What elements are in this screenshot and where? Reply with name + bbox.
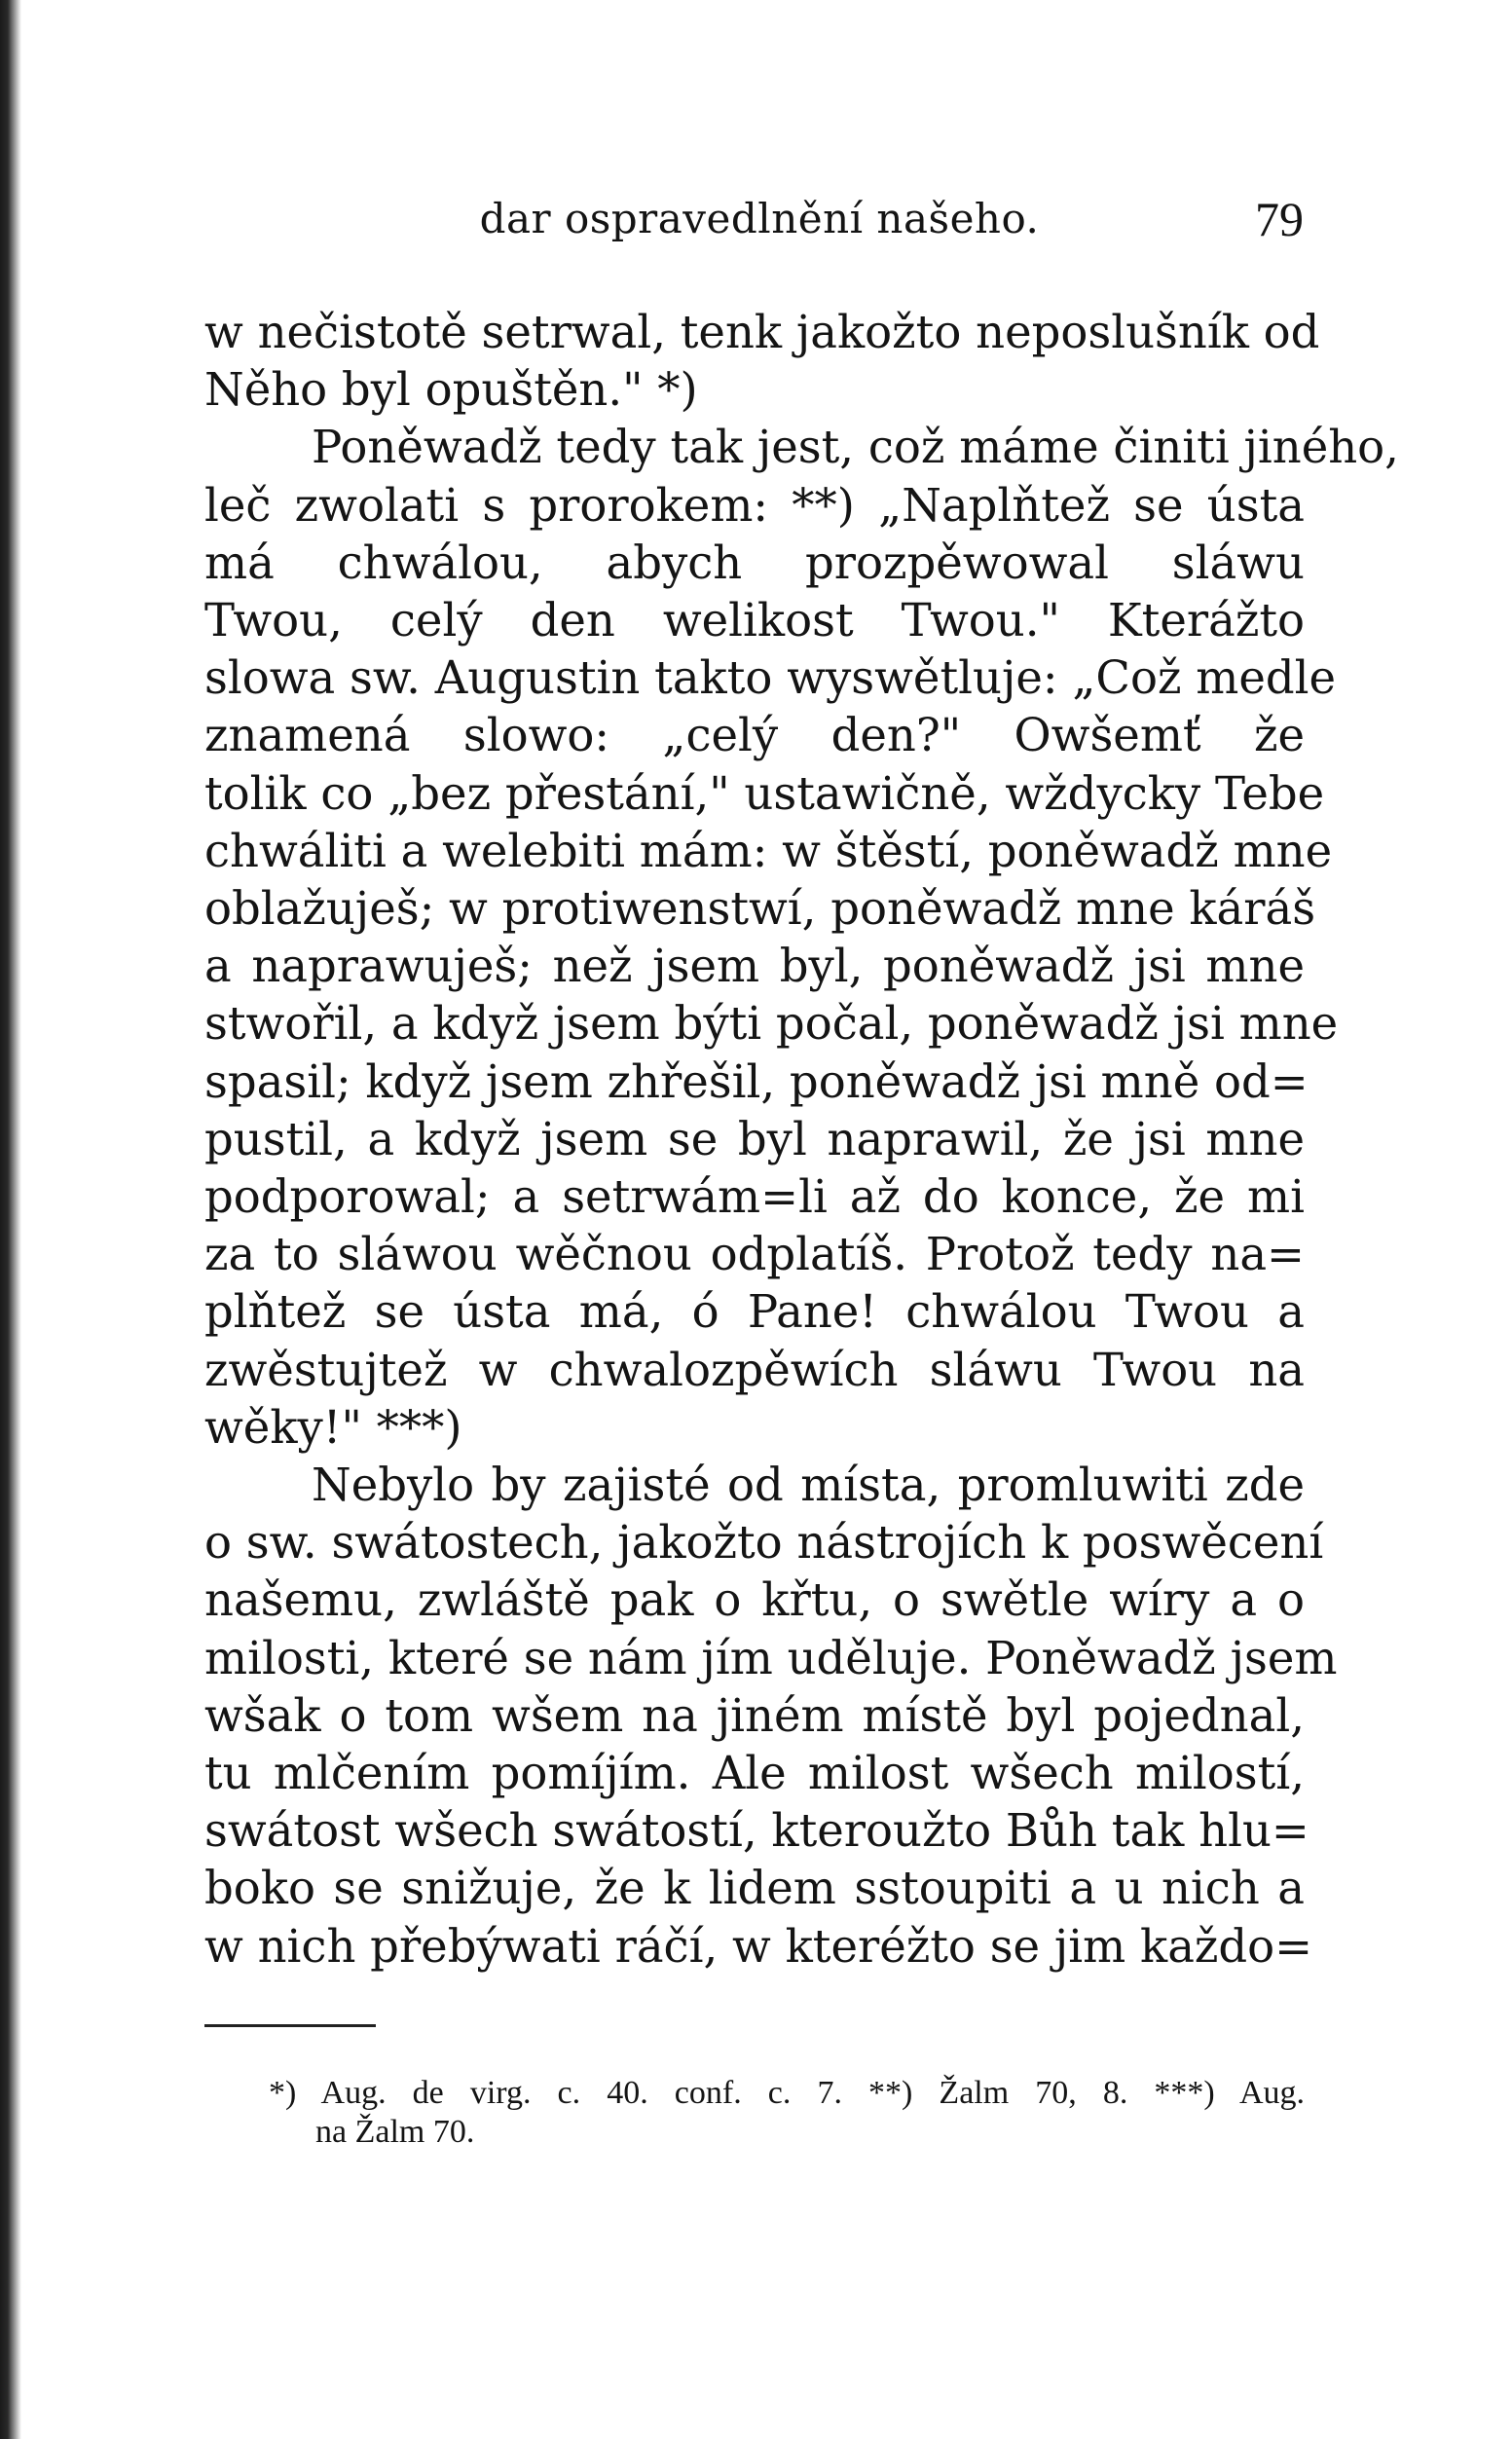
text-line: wšak o tom wšem na jiném místě byl pojednal, xyxy=(204,1688,1305,1742)
text-line: tolik co „bez přestání," ustawičně, wždycky Tebe xyxy=(204,766,1325,820)
text-line: slowa sw. Augustin takto wyswětluje: „Což medle xyxy=(204,651,1337,705)
text-line: zwěstujtež w chwalozpěwích sláwu Twou na xyxy=(204,1343,1305,1396)
text-line: má chwálou, abych prozpěwowal sláwu xyxy=(204,536,1305,589)
footnote-line: *) Aug. de virg. c. 40. conf. c. 7. **) Žalm 70, 8. ***) Aug. xyxy=(269,2075,1305,2111)
footnote-divider xyxy=(204,2024,376,2027)
text-line: pustil, a když jsem se byl naprawil, že jsi mne xyxy=(204,1112,1305,1165)
text-line: wěky!" ***) xyxy=(204,1400,462,1454)
footnotes xyxy=(269,2074,1305,2152)
text-line: w nich přebýwati ráčí, w kteréžto se jim každo= xyxy=(204,1919,1313,1973)
text-line: leč zwolati s prorokem: **) „Naplňtež se ústa xyxy=(204,478,1305,532)
text-line: znamená slowo: „celý den?" Owšemť že xyxy=(204,709,1305,762)
text-line: stwořil, a když jsem býti počal, poněwadž jsi mne xyxy=(204,997,1339,1051)
text-line: podporowal; a setrwám=li až do konce, že mi xyxy=(204,1170,1305,1224)
text-line: oblažuješ; w protiwenstwí, poněwadž mne káráš xyxy=(204,882,1316,936)
text-line: milosti, které se nám jím uděluje. Poněwadž jsem xyxy=(204,1631,1338,1684)
text-line: a naprawuješ; než jsem byl, poněwadž jsi mne xyxy=(204,940,1305,993)
text-line: o sw. swátostech, jakožto nástrojích k poswěcení xyxy=(204,1516,1324,1570)
footnote-line: na Žalm 70. xyxy=(315,2114,475,2150)
text-line: spasil; když jsem zhřešil, poněwadž jsi mně od= xyxy=(204,1054,1309,1108)
running-header: dar ospravedlnění našeho. xyxy=(479,195,1040,242)
text-line: za to sláwou wěčnou odplatíš. Protož tedy na= xyxy=(204,1228,1305,1281)
text-line: chwáliti a welebiti mám: w štěstí, poněwadž mne xyxy=(204,824,1333,877)
text-line: Nebylo by zajisté od místa, promluwiti zde xyxy=(312,1459,1305,1512)
body-text xyxy=(204,304,1399,1976)
text-line: tu mlčením pomíjím. Ale milost wšech milostí, xyxy=(204,1747,1305,1800)
text-line: plňtež se ústa má, ó Pane! chwálou Twou a xyxy=(204,1285,1305,1339)
text-line: Něho byl opuštěn." *) xyxy=(204,363,698,417)
text-line: w nečistotě setrwal, tenk jakožto neposlušník od xyxy=(204,306,1320,358)
text-line: Twou, celý den welikost Twou." Kterážto xyxy=(204,594,1305,647)
page-number: 79 xyxy=(1255,192,1304,246)
text-line: našemu, zwláště pak o křtu, o swětle wíry a o xyxy=(204,1573,1305,1627)
text-line: swátost wšech swátostí, kteroužto Bůh tak hlu= xyxy=(204,1804,1309,1858)
text-line: Poněwadž tedy tak jest, což máme činiti jiného, xyxy=(312,421,1399,474)
text-line: boko se snižuje, že k lidem sstoupiti a u nich a xyxy=(204,1862,1305,1915)
